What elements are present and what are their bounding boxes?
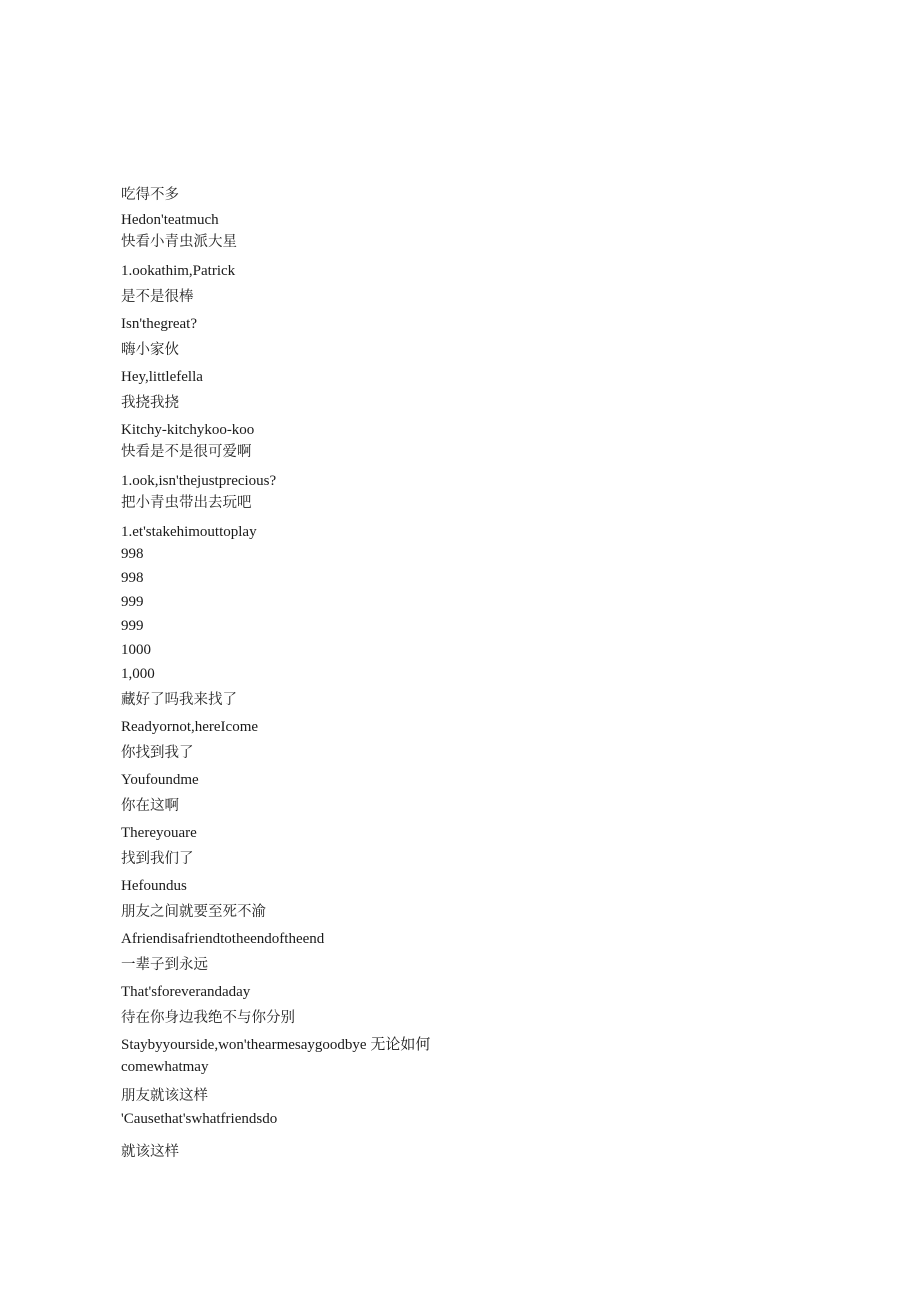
subtitle-line: 待在你身边我绝不与你分别 bbox=[121, 1010, 295, 1026]
subtitle-line: 999 bbox=[121, 618, 144, 634]
subtitle-line: 你找到我了 bbox=[121, 745, 194, 761]
subtitle-line: 998 bbox=[121, 570, 144, 586]
subtitle-line: 嗨小家伙 bbox=[121, 342, 179, 358]
subtitle-line: 1000 bbox=[121, 642, 151, 658]
subtitle-line: 快看小青虫派大星 bbox=[121, 234, 237, 250]
subtitle-line: Hefoundus bbox=[121, 878, 187, 894]
subtitle-line: 快看是不是很可爱啊 bbox=[121, 444, 252, 460]
subtitle-line: 是不是很棒 bbox=[121, 289, 194, 305]
subtitle-line: 藏好了吗我来找了 bbox=[121, 692, 237, 708]
subtitle-line: Isn'thegreat? bbox=[121, 316, 197, 332]
subtitle-line: 1.ook,isn'thejustprecious? bbox=[121, 473, 277, 489]
subtitle-line: 朋友就该这样 bbox=[121, 1088, 208, 1104]
subtitle-line: 你在这啊 bbox=[121, 798, 179, 814]
subtitle-line: 'Causethat'swhatfriendsdo bbox=[121, 1111, 278, 1127]
subtitle-line: Kitchy-kitchykoo-koo bbox=[121, 422, 255, 438]
subtitle-line: Readyornot,hereIcome bbox=[121, 719, 259, 735]
subtitle-line: 我挠我挠 bbox=[121, 395, 179, 411]
subtitle-line: 就该这样 bbox=[121, 1144, 179, 1160]
subtitle-line: 一辈子到永远 bbox=[121, 957, 208, 973]
subtitle-line: 朋友之间就要至死不渝 bbox=[121, 904, 266, 920]
subtitle-line: 1,000 bbox=[121, 666, 155, 682]
subtitle-line: 1.et'stakehimouttoplay bbox=[121, 524, 257, 540]
subtitle-line: Hedon'teatmuch bbox=[121, 212, 219, 228]
subtitle-line: 把小青虫带出去玩吧 bbox=[121, 495, 252, 511]
subtitle-line: Thereyouare bbox=[121, 825, 197, 841]
subtitle-line: comewhatmay bbox=[121, 1059, 209, 1075]
subtitle-line: 998 bbox=[121, 546, 144, 562]
subtitle-line: 1.ookathim,Patrick bbox=[121, 263, 236, 279]
subtitle-line: That'sforeverandaday bbox=[121, 984, 251, 1000]
subtitle-line: 找到我们了 bbox=[121, 851, 194, 867]
subtitle-line: Afriendisafriendtotheendoftheend bbox=[121, 931, 325, 947]
subtitle-line: 吃得不多 bbox=[121, 187, 179, 203]
subtitle-line: 999 bbox=[121, 594, 144, 610]
subtitle-line: Youfoundme bbox=[121, 772, 199, 788]
subtitle-line: Hey,littlefella bbox=[121, 369, 203, 385]
subtitle-line: Staybyyourside,won'thearmesaygoodbye 无论如何 bbox=[121, 1037, 431, 1053]
